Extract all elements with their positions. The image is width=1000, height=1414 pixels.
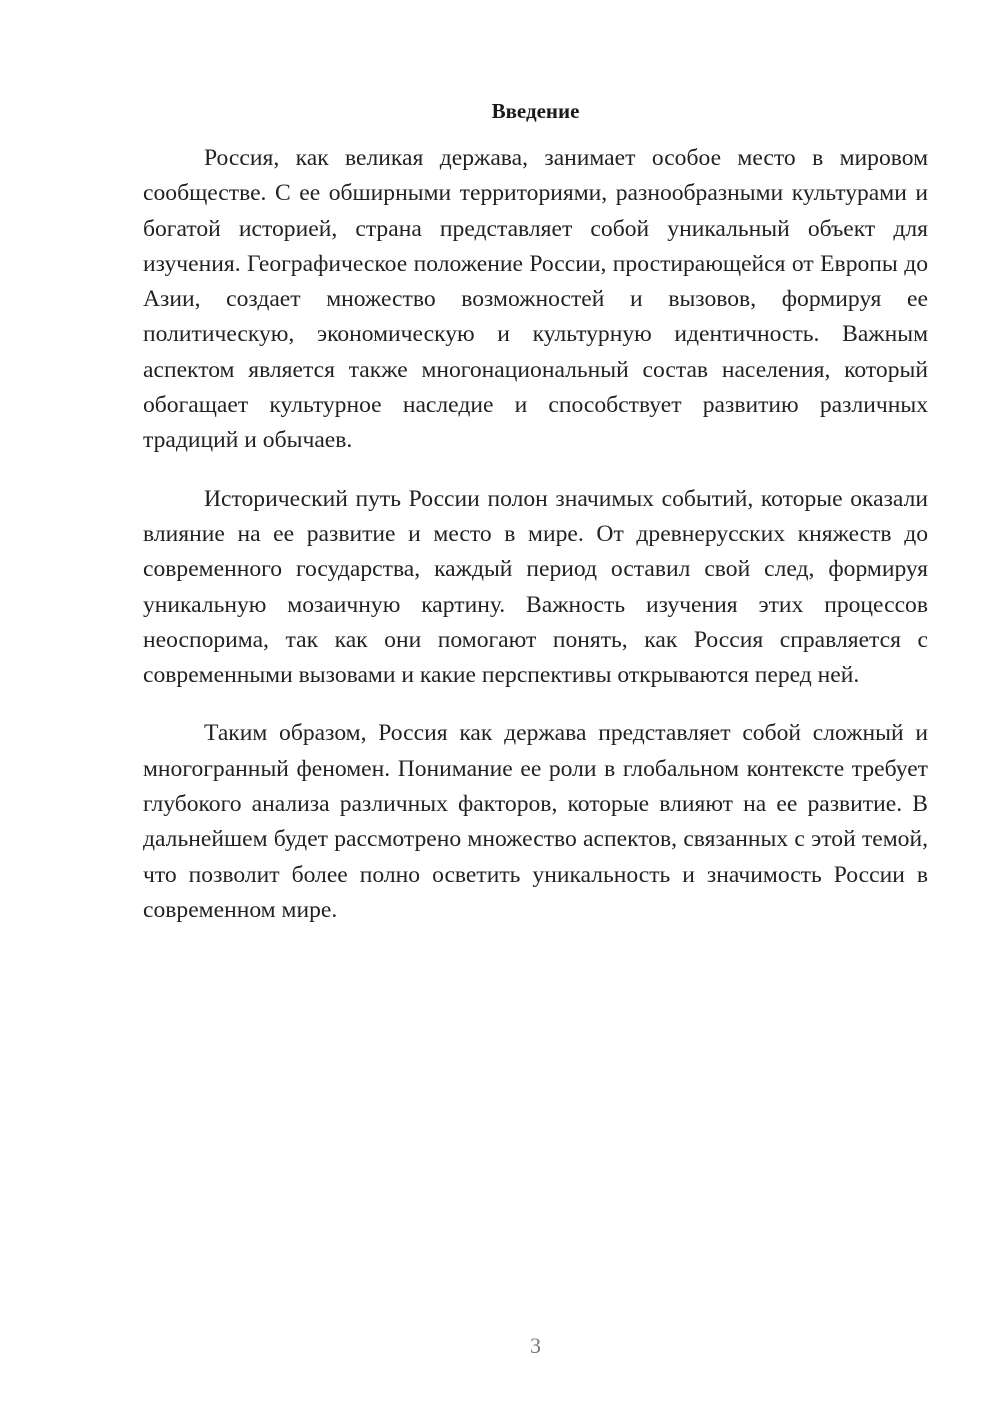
page-number: 3 — [530, 1333, 541, 1358]
paragraph-1: Россия, как великая держава, занимает особое место в мировом сообществе. С ее обширными территориями, разнообразными культурами и богатой историей, страна представляет собой уникальный объект для изучения. Географическое положение России, простирающейся от Европы до Азии, создает множество возможностей и вызовов, формируя ее политическую, экономическую и культурную идентичность. Важным аспектом является также многонациональный состав населения, который обогащает культурное наследие и способствует развитию различных традиций и обычаев. — [143, 145, 928, 454]
section-heading: Введение — [491, 99, 580, 123]
paragraph-2: Исторический путь России полон значимых событий, которые оказали влияние на ее развитие и место в мире. От древнерусских княжеств до современного государства, каждый период оставил свой след, формируя уникальную мозаичную картину. Важность изучения этих процессов неоспорима, так как они помогают понять, как Россия справляется с современными вызовами и какие перспективы открываются перед ней. — [143, 485, 928, 689]
page-body — [143, 96, 928, 951]
paragraph-3: Таким образом, Россия как держава представляет собой сложный и многогранный феномен. Понимание ее роли в глобальном контексте требует глубокого анализа различных факторов, которые влияют на ее развитие. В дальнейшем будет рассмотрено множество аспектов, связанных с этой темой, что позволит более полно осветить уникальность и значимость России в современном мире. — [143, 720, 928, 923]
